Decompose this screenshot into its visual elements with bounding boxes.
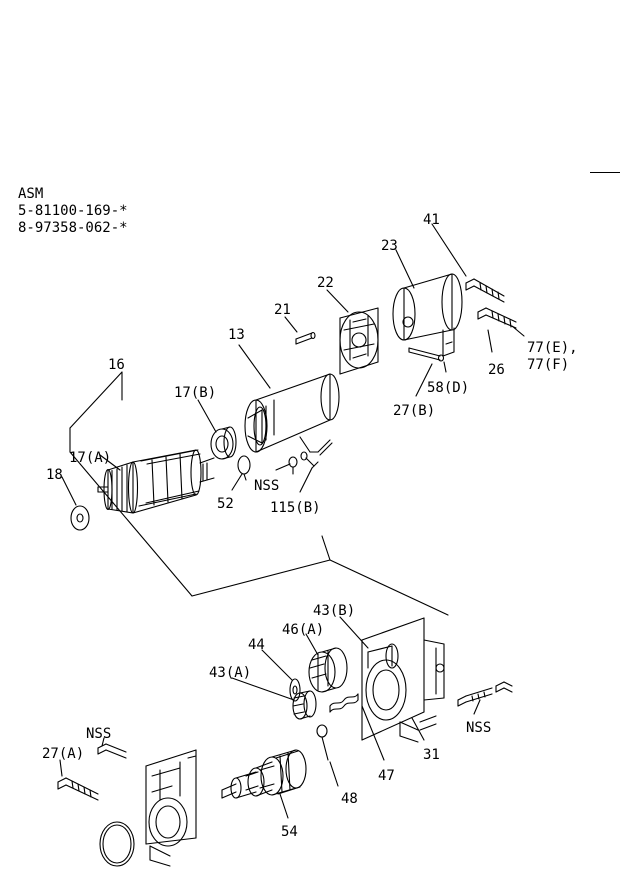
callout-27a: 27(A) bbox=[42, 746, 85, 762]
callout-44: 44 bbox=[248, 637, 265, 653]
callout-17b: 17(B) bbox=[174, 385, 217, 401]
callout-43a: 43(A) bbox=[209, 665, 252, 681]
callout-77f: 77(F) bbox=[527, 357, 570, 373]
callout-58d: 58(D) bbox=[427, 380, 470, 396]
callout-43b: 43(B) bbox=[313, 603, 356, 619]
callout-26: 26 bbox=[488, 362, 505, 378]
callout-nss-upper: NSS bbox=[254, 478, 280, 494]
part-number-2: 8-97358-062-* bbox=[18, 220, 128, 236]
callout-23: 23 bbox=[381, 238, 398, 254]
callout-17a: 17(A) bbox=[69, 450, 112, 466]
callout-47: 47 bbox=[378, 768, 395, 784]
callout-115b: 115(B) bbox=[270, 500, 321, 516]
callout-48: 48 bbox=[341, 791, 358, 807]
callout-nss-right: NSS bbox=[466, 720, 492, 736]
callout-nss-left: NSS bbox=[86, 726, 112, 742]
asm-title: ASM bbox=[18, 186, 44, 202]
callout-46a: 46(A) bbox=[282, 622, 325, 638]
callout-77e: 77(E), bbox=[527, 340, 578, 356]
callout-52: 52 bbox=[217, 496, 234, 512]
callout-21: 21 bbox=[274, 302, 291, 318]
callout-27b: 27(B) bbox=[393, 403, 436, 419]
callout-31: 31 bbox=[423, 747, 440, 763]
callout-22: 22 bbox=[317, 275, 334, 291]
callout-41: 41 bbox=[423, 212, 440, 228]
callout-18: 18 bbox=[46, 467, 63, 483]
callout-16: 16 bbox=[108, 357, 125, 373]
part-number-1: 5-81100-169-* bbox=[18, 203, 128, 219]
callout-13: 13 bbox=[228, 327, 245, 343]
callout-54: 54 bbox=[281, 824, 298, 840]
